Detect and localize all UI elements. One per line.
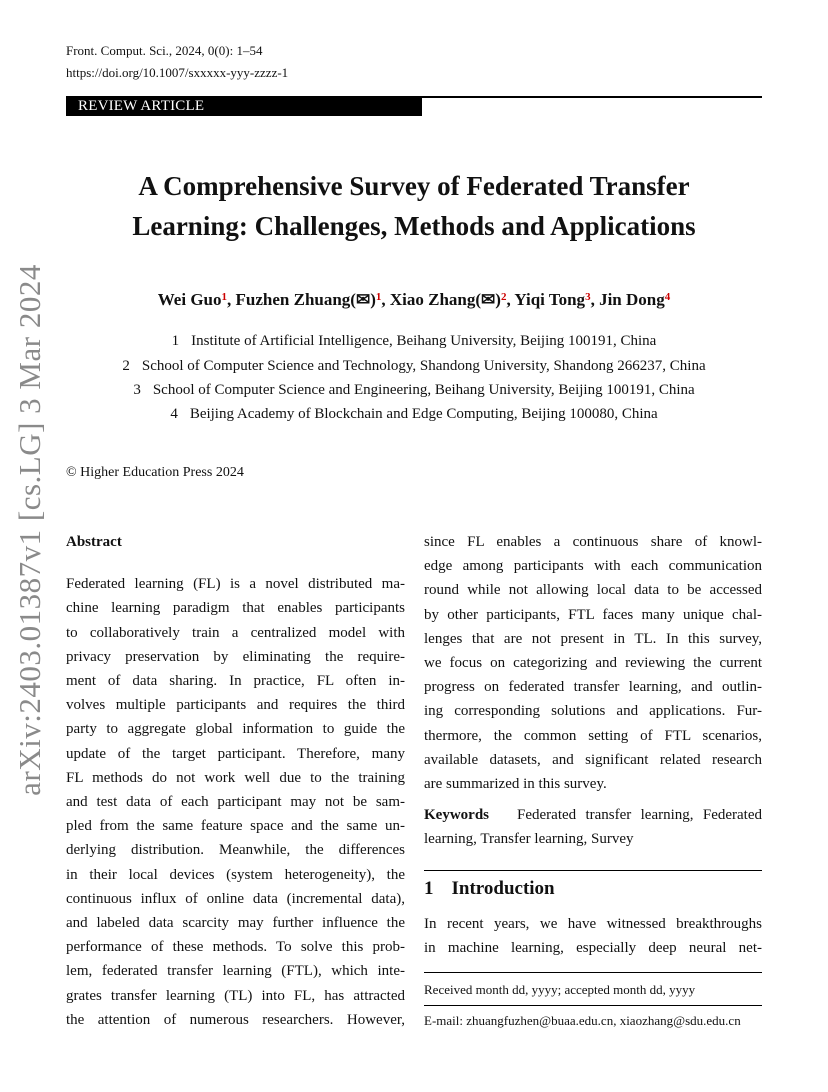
- abstract-line: progress on federated transfer learning, and outlin-: [424, 679, 762, 696]
- abstract-line: since FL enables a continuous share of knowl-: [424, 534, 762, 550]
- abstract-line: party to aggregate global information to guide the: [66, 721, 405, 738]
- affiliation-4: [66, 403, 762, 426]
- abstract-heading: Abstract: [66, 534, 122, 550]
- keywords-line-2: learning, Transfer learning, Survey: [424, 831, 634, 848]
- abstract-line: pled from the same feature space and the same un-: [66, 818, 405, 835]
- abstract-line: FL methods do not work well due to the training: [66, 769, 405, 786]
- abstract-line: thermore, the common setting of FTL scenarios,: [424, 727, 762, 744]
- section-heading: [424, 878, 555, 900]
- affiliation-text: Beijing Academy of Blockchain and Edge Computing, Beijing 100080, China: [189, 406, 658, 422]
- abstract-line: grates transfer learning (TL) into FL, has attracted: [66, 987, 405, 1004]
- abstract-line: by other participants, FTL faces many unique chal-: [424, 606, 762, 623]
- abstract-line: available datasets, and significant related research: [424, 751, 762, 768]
- abstract-line: and test data of each participant may not be sam-: [66, 794, 405, 811]
- intro-line: In recent years, we have witnessed breakthroughs: [424, 916, 762, 932]
- affiliation-2: [66, 355, 762, 378]
- title-line-2: Learning: Challenges, Methods and Applications: [132, 211, 696, 241]
- abstract-line: lem, federated transfer learning (FTL), which inte-: [66, 963, 405, 980]
- abstract-line: to collaboratively train a centralized model with: [66, 624, 405, 641]
- article-type-band: [66, 96, 422, 116]
- email-note[interactable]: E-mail: zhuangfuzhen@buaa.edu.cn, xiaozhang@sdu.edu.cn: [424, 1013, 741, 1028]
- journal-doi[interactable]: https://doi.org/10.1007/sxxxxx-yyy-zzzz-1: [66, 65, 289, 80]
- abstract-line: performance of these methods. To solve this prob-: [66, 939, 405, 956]
- abstract-column: [66, 530, 405, 1032]
- author-name: Fuzhen Zhuang(✉): [235, 290, 376, 309]
- affiliation-text: Institute of Artificial Intelligence, Beihang University, Beijing 100191, China: [191, 333, 657, 349]
- affiliation-number: 1: [171, 333, 180, 349]
- keywords-line-1: [424, 803, 762, 827]
- affiliation-number: 3: [133, 382, 141, 398]
- keywords-block: [424, 803, 762, 851]
- author-name: Wei Guo: [157, 290, 222, 309]
- author-affiliation-mark[interactable]: 2: [500, 291, 507, 303]
- abstract-line: and labeled data scarcity may further influence the: [66, 915, 405, 932]
- abstract-line: update of the target participant. Therefore, many: [66, 745, 405, 762]
- abstract-continued-column: [424, 530, 762, 852]
- affiliation-text: School of Computer Science and Engineering, Beihang University, Beijing 100191, China: [152, 382, 695, 398]
- introduction-body: [424, 912, 762, 960]
- affiliation-1: [66, 330, 762, 353]
- abstract-line: continuous influx of online data (incremental data),: [66, 890, 405, 907]
- affiliation-number: 4: [170, 406, 178, 422]
- article-type-label: REVIEW ARTICLE: [78, 98, 205, 114]
- header-rule: [422, 96, 762, 98]
- abstract-line: ment of data sharing. In practice, FL often in-: [66, 673, 405, 690]
- footnote-rule: [424, 972, 762, 973]
- abstract-line: derlying distribution. Meanwhile, the differences: [66, 842, 405, 859]
- received-note: Received month dd, yyyy; accepted month dd, yyyy: [424, 982, 696, 997]
- author-name: Jin Dong: [599, 290, 665, 309]
- author-affiliation-mark[interactable]: 1: [375, 291, 382, 303]
- author-affiliation-mark[interactable]: 4: [664, 291, 671, 303]
- author-affiliation-mark[interactable]: 1: [221, 291, 228, 303]
- author-list: Wei Guo$^1$, Fuzhen Zhuang(✉)$^1$, Xiao Zhang(✉)$^2$, Yiqi Tong$^3$, Jin Dong$^4$: [157, 290, 671, 309]
- abstract-line: volves multiple participants and requires the third: [66, 697, 405, 714]
- abstract-line: edge among participants with each communication: [424, 558, 762, 575]
- journal-header: [66, 40, 288, 84]
- abstract-body: [66, 572, 405, 1032]
- abstract-line: Federated learning (FL) is a novel distributed ma-: [66, 576, 405, 593]
- section-title: Introduction: [451, 878, 555, 899]
- affiliation-number: 2: [122, 358, 130, 374]
- author-affiliation-mark[interactable]: 3: [585, 291, 591, 303]
- abstract-line: chine learning paradigm that enables participants: [66, 600, 405, 617]
- section-number: 1: [424, 878, 434, 899]
- paper-title: [66, 166, 762, 246]
- title-line-1: A Comprehensive Survey of Federated Transfer: [138, 171, 690, 201]
- abstract-line: in their local devices (system heterogeneity), the: [66, 866, 405, 883]
- abstract-line: the attention of numerous researchers. However,: [66, 1011, 405, 1028]
- keywords-spacer: [424, 796, 762, 803]
- abstract-line: lenges that are not present in TL. In this survey,: [424, 630, 762, 647]
- author-name: Yiqi Tong: [514, 290, 586, 309]
- abstract-line: round while not allowing local data to be accessed: [424, 582, 762, 599]
- abstract-line: ing corresponding solutions and applications. Fur-: [424, 703, 762, 720]
- section-rule: [424, 870, 762, 871]
- journal-citation: Front. Comput. Sci., 2024, 0(0): 1–54: [66, 43, 263, 58]
- keywords-text: Federated transfer learning, Federated: [517, 807, 762, 824]
- intro-line: in machine learning, especially deep neural net-: [424, 940, 762, 957]
- affiliation-text: School of Computer Science and Technology, Shandong University, Shandong 266237, China: [141, 358, 706, 374]
- copyright-notice: © Higher Education Press 2024: [66, 465, 244, 480]
- abstract-line: we focus on categorizing and reviewing the current: [424, 655, 762, 672]
- footnote-rule: [424, 1005, 762, 1006]
- arxiv-stamp[interactable]: [10, 264, 50, 796]
- abstract-line: are summarized in this survey.: [424, 776, 607, 793]
- affiliation-3: [66, 379, 762, 402]
- arxiv-stamp-text: arXiv:2403.01387v1 [cs.LG] 3 Mar 2024: [12, 264, 47, 796]
- abstract-line: privacy preservation by eliminating the require-: [66, 648, 405, 665]
- keywords-label: Keywords: [424, 807, 489, 824]
- author-name: Xiao Zhang(✉): [389, 290, 501, 309]
